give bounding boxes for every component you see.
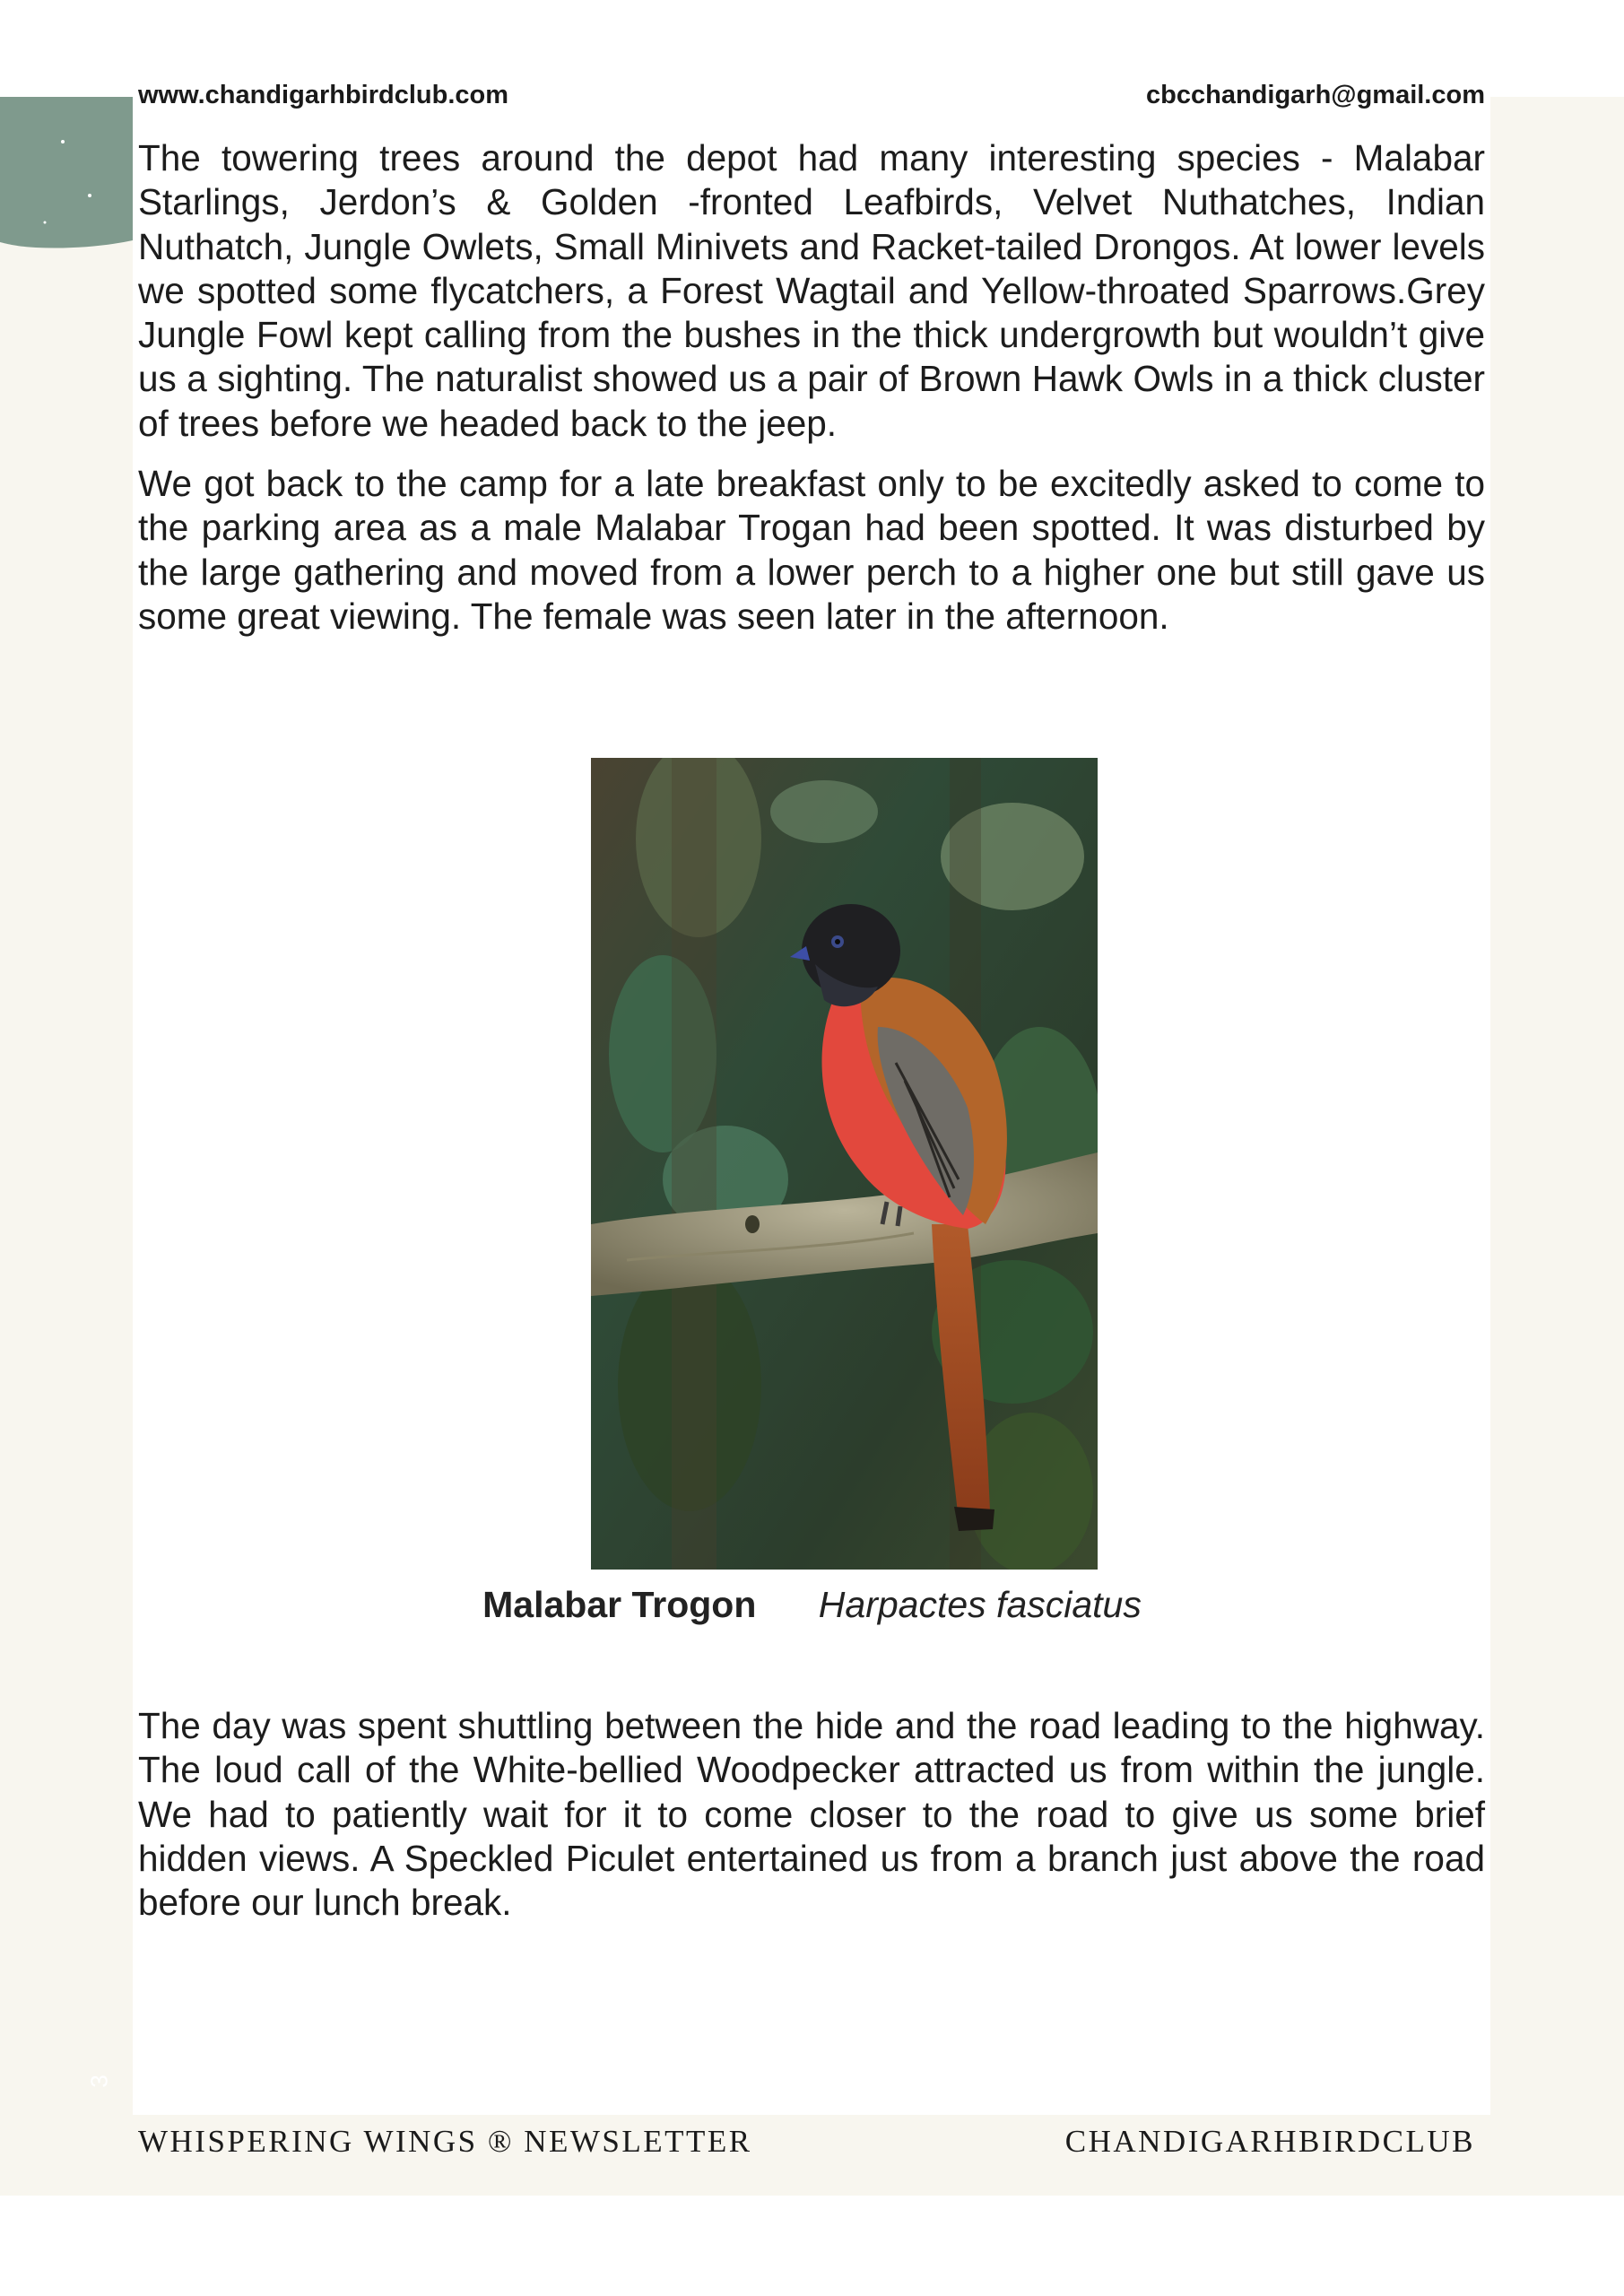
paragraph-depot-species: The towering trees around the depot had many interesting species - Malabar Starlings, Jerdon’s & Golden -fronted Leafbirds, Velvet Nuthatches, Indian Nuthatch, Jungle Owlets, Small Minivets and Racket-tailed Drongos. At lower levels we spotted some flycatchers, a Forest Wagtail and Yellow-throated Sparrows.Grey Jungle Fowl kept calling from the bushes in the thick undergrowth but wouldn’t give us a sighting. The naturalist showed us a pair of Brown Hawk Owls in a thick cluster of trees before we headed back to the jeep. [138,137,1485,444]
paragraph-woodpecker-piculet: The day was spent shuttling between the hide and the road leading to the highway. The loud call of the White-bellied Woodpecker attracted us from within the jungle. We had to patiently wait for it to come closer to the road to give us some brief hidden views. A Speckled Piculet entertained us from a branch just above the road before our lunch break. [138,1705,1485,1924]
photo-caption [0,1584,1624,1626]
page-number: 3 [85,2074,113,2088]
caption-common-name: Malabar Trogon [482,1584,757,1625]
malabar-trogon-photo [591,758,1098,1570]
paragraph-trogon-sighting: We got back to the camp for a late breakfast only to be excitedly asked to come to the parking area as a male Malabar Trogan had been spotted. It was disturbed by the large gathering and moved from a lower perch to a higher one but still gave us some great viewing. The female was seen later in the afternoon. [138,463,1485,637]
footer-newsletter-title: WHISPERING WINGS ® NEWSLETTER [138,2124,752,2159]
email-link[interactable]: cbcchandigarh@gmail.com [1146,81,1485,109]
caption-scientific-name: Harpactes fasciatus [818,1584,1142,1625]
website-link[interactable]: www.chandigarhbirdclub.com [138,81,509,109]
footer-club-name: CHANDIGARHBIRDCLUB [1064,2124,1475,2159]
